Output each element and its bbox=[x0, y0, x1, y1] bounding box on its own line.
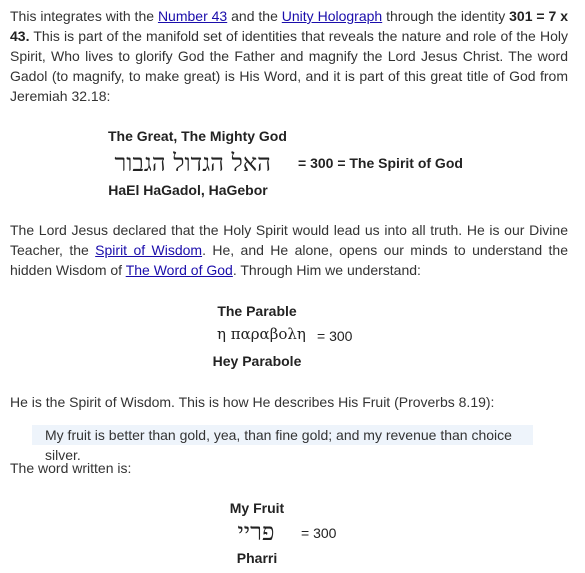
number-43-link[interactable]: Number 43 bbox=[157, 8, 228, 24]
transliteration-parabole: Hey Parabole bbox=[212, 353, 302, 369]
identity-bold: 301 = 7 x 43. bbox=[10, 8, 568, 44]
equation-my-fruit: = 300 bbox=[301, 525, 337, 541]
text-span: through the identity bbox=[382, 8, 510, 24]
text-span: . Through Him we understand: bbox=[232, 262, 421, 278]
word-of-god-link[interactable]: The Word of God bbox=[125, 262, 233, 278]
hebrew-haEl-haGadol: האל הגדול הגבור bbox=[114, 149, 271, 177]
text-span: . He, and He alone, opens our minds to understand the hidden Wisdom of bbox=[10, 242, 568, 278]
equation-parable: = 300 bbox=[317, 328, 353, 344]
proverbs-quote: My fruit is better than gold, yea, than fine gold; and my revenue than choice silver. bbox=[32, 425, 533, 445]
equation-spirit-of-god: = 300 = The Spirit of God bbox=[298, 155, 463, 171]
text-span: This is part of the manifold set of identities that reveals the nature and role of the Holy Spirit, Who lives to glorify God the Father and magnify the Lord Jesus Christ. The word Gadol (to magnify, to make great) is His Word, and it is part of this great title of God from Jeremiah 32.18: bbox=[10, 28, 568, 104]
greek-parabole: η παραβολη bbox=[217, 325, 306, 343]
text-span: The Lord Jesus declared that the Holy Spirit would lead us into all truth. He is our Divine Teacher, the bbox=[10, 222, 568, 258]
teacher-paragraph bbox=[10, 220, 568, 280]
spirit-of-wisdom-link[interactable]: Spirit of Wisdom bbox=[95, 242, 203, 258]
transliteration-pharri: Pharri bbox=[236, 550, 278, 566]
intro-paragraph bbox=[10, 6, 568, 106]
word-written-paragraph: The word written is: bbox=[10, 460, 132, 476]
hebrew-pharri: פריי bbox=[237, 518, 275, 546]
wisdom-paragraph: He is the Spirit of Wisdom. This is how He describes His Fruit (Proverbs 8.19): bbox=[10, 394, 495, 410]
transliteration-haEl: HaEl HaGadol, HaGebor bbox=[108, 182, 268, 198]
title-the-parable: The Parable bbox=[217, 303, 297, 319]
title-great-mighty-god: The Great, The Mighty God bbox=[108, 128, 287, 144]
title-my-fruit: My Fruit bbox=[229, 500, 285, 516]
text-span: This integrates with the bbox=[10, 8, 158, 24]
unity-holograph-link[interactable]: Unity Holograph bbox=[281, 8, 383, 24]
text-span: and the bbox=[227, 8, 282, 24]
